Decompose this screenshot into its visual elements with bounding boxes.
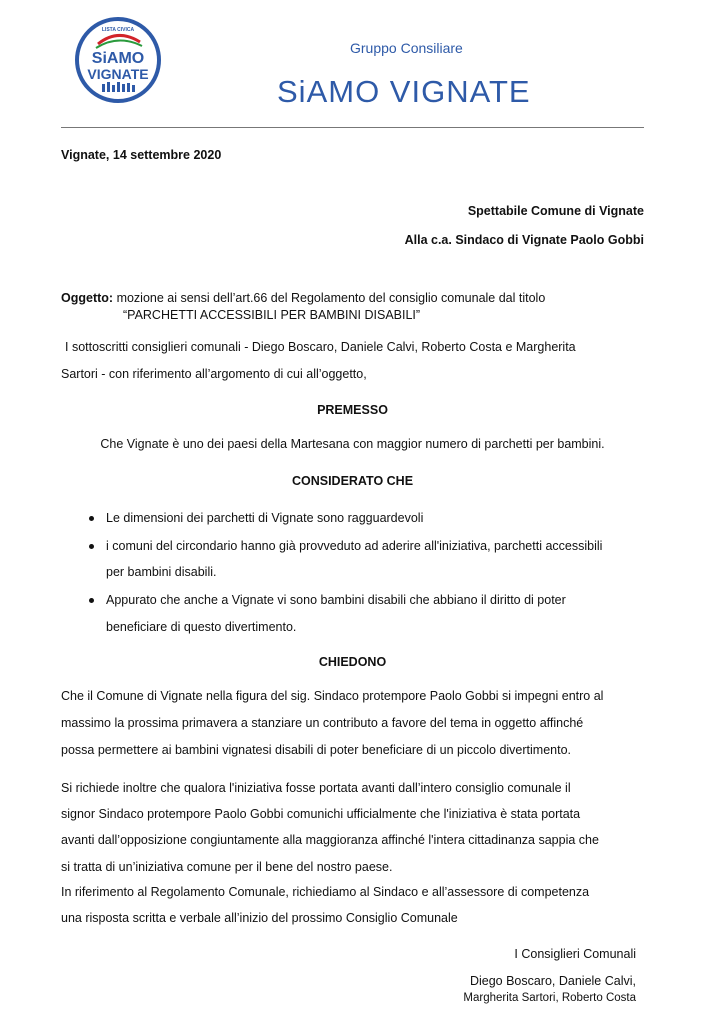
bullet-icon: [89, 544, 94, 549]
chiedono-heading: CHIEDONO: [318, 655, 387, 669]
logo-line1: SiAMO: [91, 50, 145, 67]
request-p1-line3: possa permettere ai bambini vignatesi disabili di poter beneficiare di un piccolo divertimento.: [61, 743, 571, 757]
signature-names-line1: Diego Boscaro, Daniele Calvi,: [469, 974, 636, 988]
request-p1-line2: massimo la prossima primavera a stanziare un contributo a favore del tema in oggetto affinché: [61, 716, 584, 730]
recipient-2: Alla c.a. Sindaco di Vignate Paolo Gobbi: [404, 233, 644, 247]
intro-line1: I sottoscritti consiglieri comunali - Diego Boscaro, Daniele Calvi, Roberto Costa e Margherita: [65, 340, 576, 354]
premesso-text: Che Vignate è uno dei paesi della Martesana con maggior numero di parchetti per bambini.: [100, 437, 605, 451]
request-p2-line4: si tratta di un’iniziativa comune per il bene del nostro paese.: [61, 860, 393, 874]
request-p3-line1: In riferimento al Regolamento Comunale, richiediamo al Sindaco e all’assessore di competenza: [61, 885, 590, 899]
bullet-icon: [89, 516, 94, 521]
subject-label: Oggetto:: [61, 291, 114, 305]
premesso-heading: PREMESSO: [317, 403, 388, 417]
subject-line: [61, 290, 545, 307]
request-p2-line1: Si richiede inoltre che qualora l'iniziativa fosse portata avanti dall’intero consiglio comunale il: [61, 781, 571, 795]
header-divider: [61, 127, 644, 128]
logo-line2: VIGNATE: [87, 66, 149, 82]
subject-title: “PARCHETTI ACCESSIBILI PER BAMBINI DISABILI”: [123, 308, 421, 322]
logo-top-text: LISTA CIVICA: [101, 27, 135, 33]
bullet-icon: [89, 598, 94, 603]
considerato-heading: CONSIDERATO CHE: [291, 474, 414, 488]
signature-title: I Consiglieri Comunali: [514, 947, 636, 961]
siamo-vignate-logo: [74, 16, 162, 104]
letter-date: Vignate, 14 settembre 2020: [61, 148, 222, 162]
subject-text: mozione ai sensi dell’art.66 del Regolamento del consiglio comunale dal titolo: [116, 291, 546, 305]
group-label: Gruppo Consiliare: [350, 40, 463, 56]
intro-line2: Sartori - con riferimento all’argomento di cui all’oggetto,: [61, 367, 367, 381]
group-name: SiAMO VIGNATE: [277, 74, 531, 109]
logo-emblem-icon: [74, 16, 162, 104]
request-p3-line2: una risposta scritta e verbale all’inizio del prossimo Consiglio Comunale: [61, 911, 458, 925]
bullet2-line1: i comuni del circondario hanno già provveduto ad aderire all'iniziativa, parchetti accessibili: [106, 539, 603, 553]
recipient-1: Spettabile Comune di Vignate: [467, 204, 644, 218]
bullet1-text: Le dimensioni dei parchetti di Vignate sono ragguardevoli: [106, 511, 424, 525]
bullet2-line2: per bambini disabili.: [106, 565, 217, 579]
bullet3-line2: beneficiare di questo divertimento.: [106, 620, 297, 634]
request-p2-line2: signor Sindaco protempore Paolo Gobbi comunichi ufficialmente che l'iniziativa è stata portata: [61, 807, 581, 821]
request-p1-line1: Che il Comune di Vignate nella figura del sig. Sindaco protempore Paolo Gobbi si impegni entro al: [61, 689, 604, 703]
request-p2-line3: avanti dall’opposizione congiuntamente alla maggioranza affinché l'intera cittadinanza sappia che: [61, 833, 599, 847]
signature-names-line2: Margherita Sartori, Roberto Costa: [463, 992, 636, 1004]
bullet3-line1: Appurato che anche a Vignate vi sono bambini disabili che abbiano il diritto di poter: [106, 593, 566, 607]
